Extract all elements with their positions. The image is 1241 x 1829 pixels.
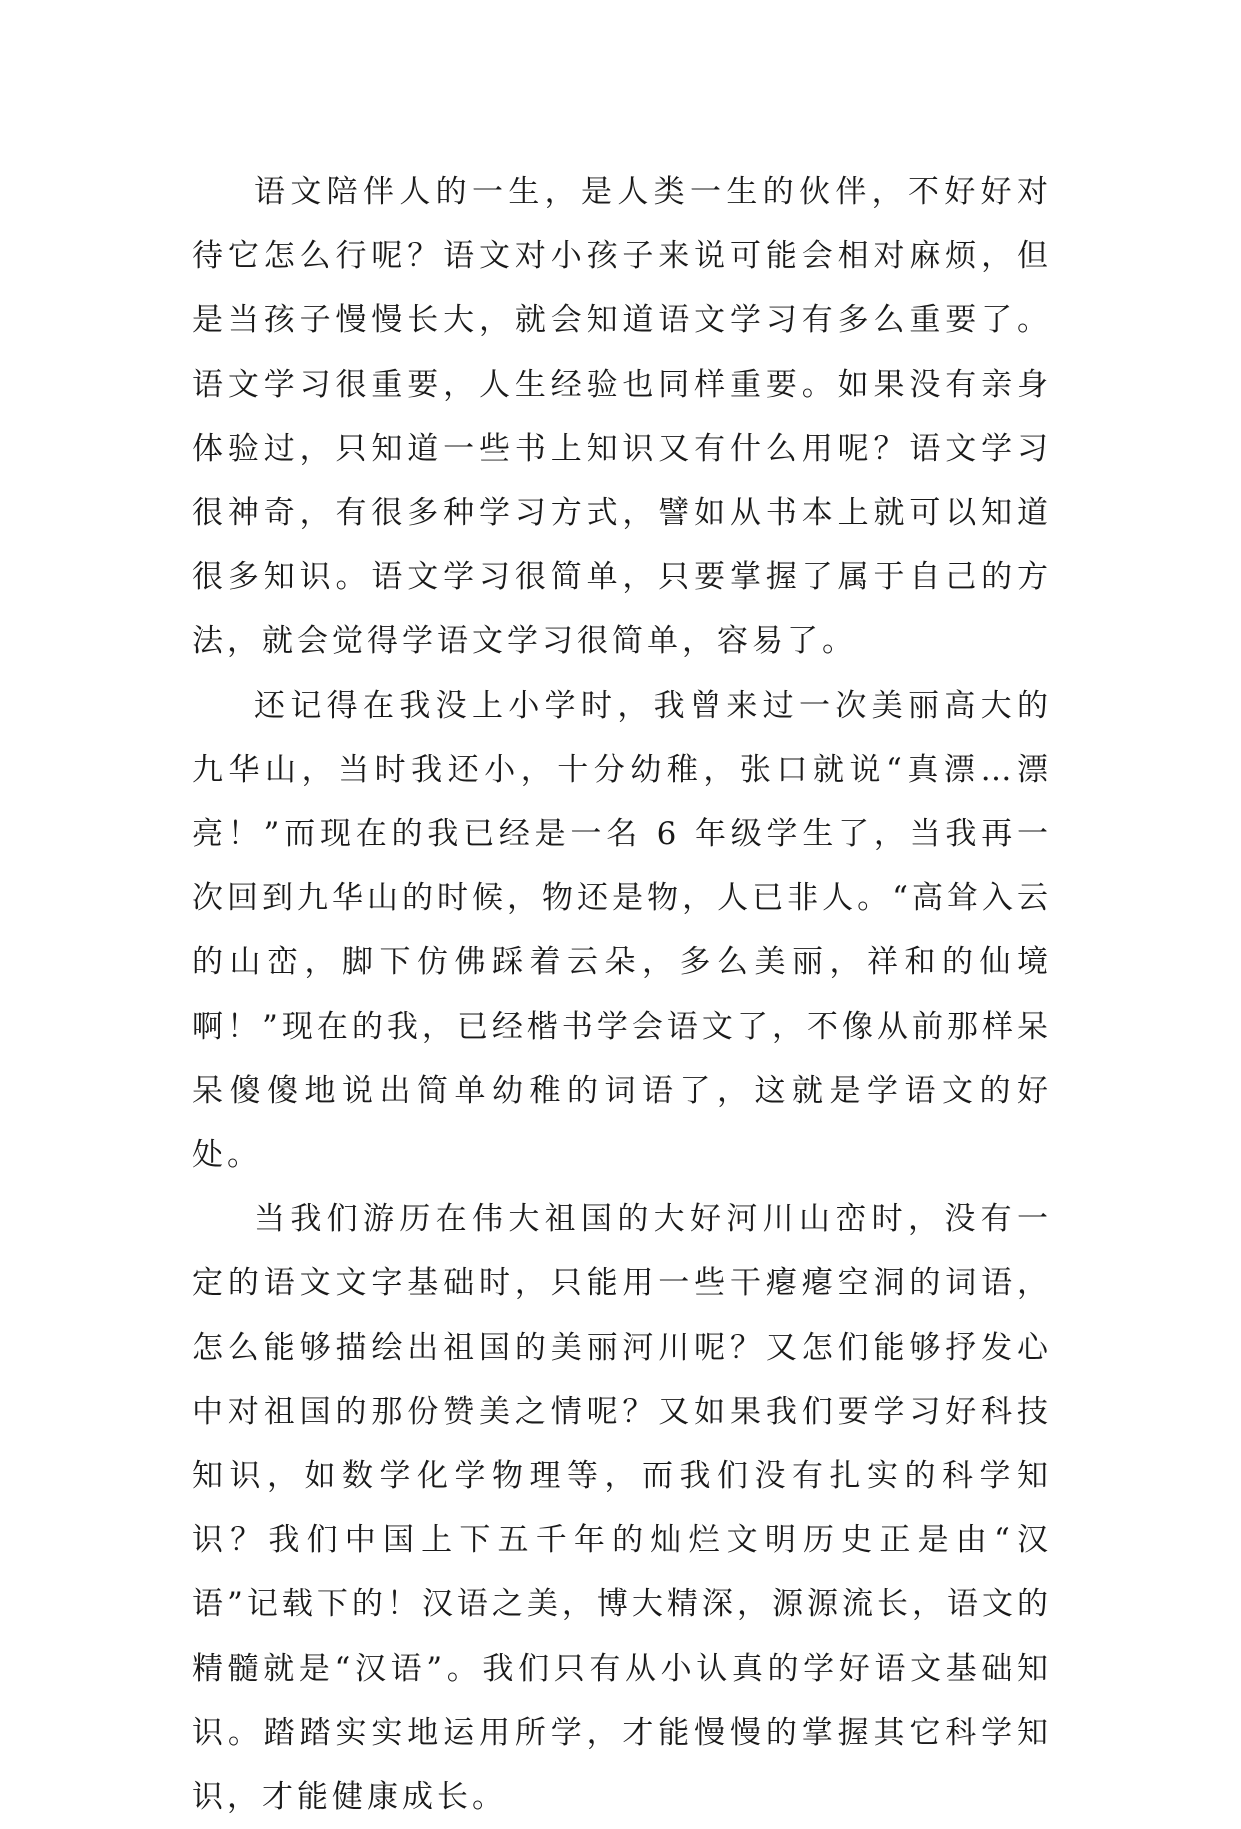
- paragraph-1: 语文陪伴人的一生，是人类一生的伙伴，不好好对待它怎么行呢？语文对小孩子来说可能会相对麻烦，但是当孩子慢慢长大，就会知道语文学习有多么重要了。语文学习很重要，人生经验也同样重要。如果没有亲身体验过，只知道一些书上知识又有什么用呢？语文学习很神奇，有很多种学习方式，譬如从书本上就可以知道很多知识。语文学习很简单，只要掌握了属于自己的方法，就会觉得学语文学习很简单，容易了。: [192, 174, 1052, 660]
- document-body: [192, 160, 1052, 1829]
- paragraph-2: 还记得在我没上小学时，我曾来过一次美丽高大的九华山，当时我还小，十分幼稚，张口就说“真漂…漂亮！”而现在的我已经是一名 6 年级学生了，当我再一次回到九华山的时候，物还是物，人已非人。“高耸入云的山峦，脚下仿佛踩着云朵，多么美丽，祥和的仙境啊！”现在的我，已经楷书学会语文了，不像从前那样呆呆傻傻地说出简单幼稚的词语了，这就是学语文的好处。: [192, 687, 1052, 1174]
- paragraph-3: 当我们游历在伟大祖国的大好河川山峦时，没有一定的语文文字基础时，只能用一些干瘪瘪空洞的词语，怎么能够描绘出祖国的美丽河川呢？又怎们能够抒发心中对祖国的那份赞美之情呢？又如果我们要学习好科技知识，如数学化学物理等，而我们没有扎实的科学知识？我们中国上下五千年的灿烂文明历史正是由“汉语”记载下的！汉语之美，博大精深，源源流长，语文的精髓就是“汉语”。我们只有从小认真的学好语文基础知识。踏踏实实地运用所学，才能慢慢的掌握其它科学知识，才能健康成长。: [192, 1201, 1052, 1816]
